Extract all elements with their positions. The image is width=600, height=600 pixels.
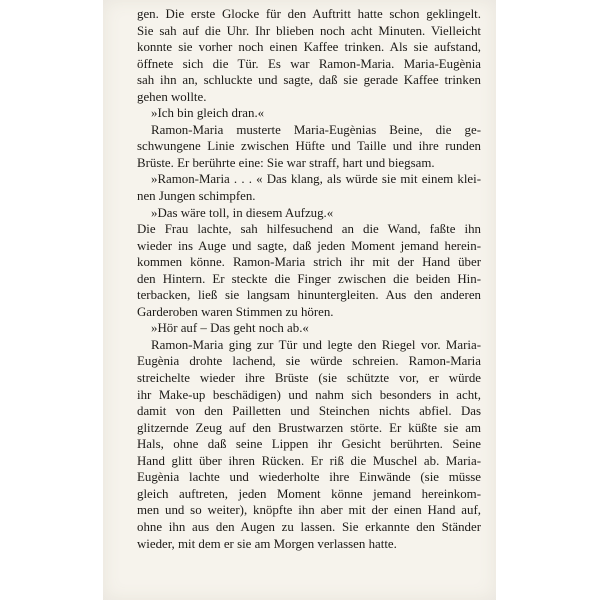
text-line: kommen könne. Ramon-Maria strich ihr mit der Hand über [137,255,481,270]
text-line: Ramon-Maria ging zur Tür und legte den Riegel vor. Maria- [151,337,481,352]
paragraph [137,221,481,320]
text-line: men und so weiter), knöpfte ihn aber mit der einen Hand auf, [137,503,481,518]
text-line: nen Jungen schimpfen. [137,189,256,204]
text-line: gehen wollte. [137,89,207,104]
text-line: Hand glitt über ihren Rücken. Er riß die Muschel ab. Maria- [137,453,481,468]
text-line: Die Frau lachte, sah hilfesuchend an die Wand, faßte ihn [137,222,481,237]
text-line: Hals, ohne daß seine Lippen ihr Gesicht berührten. Seine [137,437,481,452]
text-line: sah ihn an, schluckte und sagte, daß sie gerade Kaffee trinken [137,73,481,88]
text-line: öffnete sich die Tür. Es war Ramon-Maria. Maria-Eugènia [137,56,481,71]
text-line: wieder, mit dem er sie am Morgen verlassen hatte. [137,536,397,551]
text-line: Sie sah auf die Uhr. Ihr blieben noch acht Minuten. Vielleicht [137,23,481,38]
text-line: Garderoben waren Stimmen zu hören. [137,304,334,319]
text-line: terbacken, ließ sie langsam hinuntergleiten. Aus den anderen [137,288,481,303]
text-line: schwungene Linie zwischen Hüfte und Taille und ihre runden [137,139,481,154]
paragraph [137,105,481,122]
text-line: den Hintern. Er steckte die Finger zwischen die beiden Hin- [137,271,481,286]
paragraph [137,337,481,552]
text-line: ohne ihn aus den Augen zu lassen. Sie erkannte den Ständer [137,519,481,534]
page-body-text [137,6,481,552]
text-line: damit von den Pailletten und Steinchen nichts abfiel. Das [137,404,481,419]
text-line: »Ich bin gleich dran.« [151,106,265,121]
text-line: ihr Make-up beschädigen) und nahm sich besonders in acht, [137,387,481,402]
text-line: Brüste. Er berührte eine: Sie war straff, hart und biegsam. [137,155,435,170]
paragraph [137,122,481,172]
text-line: Eugènia drohte lachend, sie würde schreien. Ramon-Maria [137,354,481,369]
text-line: konnte sie vorher noch einen Kaffee trinken. Als sie aufstand, [137,40,481,55]
text-line: wieder ins Auge und sagte, daß jeden Moment jemand herein- [137,238,481,253]
paragraph [137,205,481,222]
paragraph [137,320,481,337]
text-line: »Das wäre toll, in diesem Aufzug.« [151,205,334,220]
text-line: Eugènia lachte und wiederholte ihre Einwände (sie müsse [137,470,481,485]
text-line: Ramon-Maria musterte Maria-Eugènias Beine, die ge- [151,122,481,137]
text-line: gleich auftreten, jeden Moment könne jemand hereinkom- [137,486,481,501]
text-line: »Hör auf – Das geht noch ab.« [151,321,309,336]
paragraph [137,171,481,204]
book-page [103,0,496,600]
text-line: gen. Die erste Glocke für den Auftritt hatte schon geklingelt. [137,7,481,21]
text-line: glitzernde Zeug auf den Brustwarzen störte. Er küßte sie am [137,420,481,435]
paragraph [137,6,481,105]
text-line: streichelte wieder ihre Brüste (sie schützte vor, er würde [137,371,481,386]
text-line: »Ramon-Maria . . . « Das klang, als würde sie mit einem klei- [151,172,481,187]
